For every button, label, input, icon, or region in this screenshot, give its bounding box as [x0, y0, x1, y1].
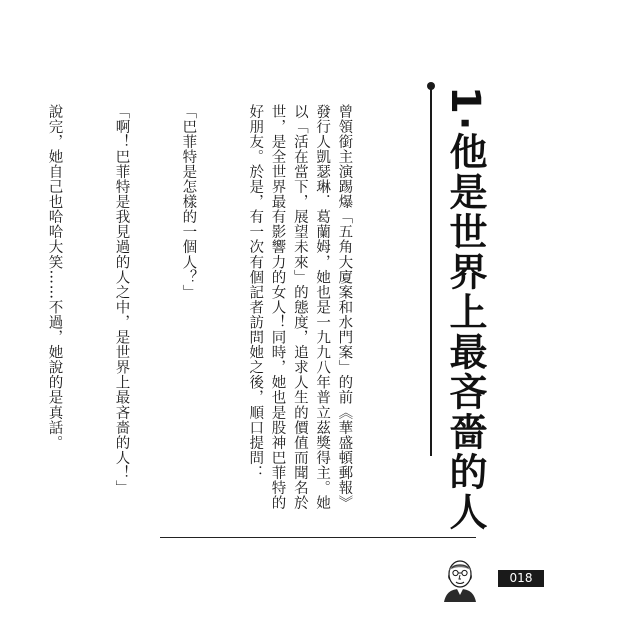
footer-rule	[160, 537, 476, 538]
chapter-separator: ·	[443, 115, 487, 133]
warren-buffett-portrait-icon	[438, 556, 482, 602]
paragraph: 曾領銜主演踢爆「五角大廈案和水門案」的前《華盛頓郵報》發行人凱瑟琳．葛蘭姆，她也是一九九八年普立茲獎得主。她以「活在當下，展望未來」的態度，追求人生的價值而聞名於世，是全世界最有影響力的女人！同時，她也是股神巴菲特的好朋友。於是，有一次有個記者訪問她之後，順口提問：	[247, 104, 353, 511]
paragraph: 「巴菲特是怎樣的一個人？」	[180, 104, 197, 300]
chapter-title: 他是世界上最吝嗇的人	[443, 132, 487, 533]
chapter-number: 1	[442, 86, 488, 116]
paragraph: 「啊！巴菲特是我見過的人之中，是世界上最吝嗇的人！」	[113, 104, 130, 496]
body-text	[46, 104, 400, 516]
chapter-heading-rule	[430, 86, 432, 456]
paragraph: 說完，她自己也哈哈大笑……不過，她說的是真話。	[46, 104, 63, 451]
chapter-heading	[440, 86, 490, 532]
page-number: 018	[498, 570, 544, 587]
